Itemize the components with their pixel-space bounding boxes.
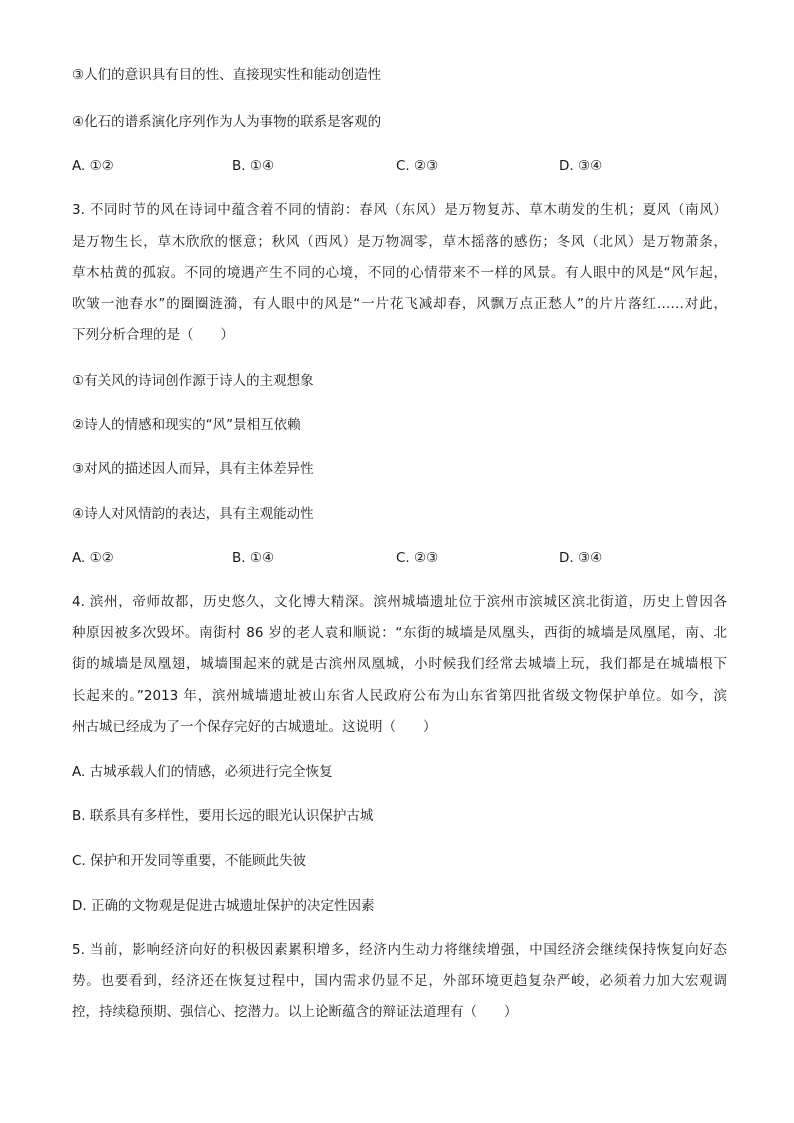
q4-stem-line: 街的城墙是凤凰翅，城墙围起来的就是古滨州凤凰城，小时候我们经常去城墙上玩，我们都是在城墙根下 [72,656,727,672]
q3-option-d[interactable]: D. ③④ [559,550,603,566]
q2-option-c[interactable]: C. ②③ [396,158,439,174]
q3-statement-1: ①有关风的诗词创作源于诗人的主观想象 [72,373,314,389]
q2-statement-4: ④化石的谱系演化序列作为人为事物的联系是客观的 [72,114,382,130]
q3-stem-line: 吹皱一池春水”的圈圈涟漪，有人眼中的风是“一片花飞减却春，风飘万点正愁人”的片片落红……对此， [72,296,727,312]
q2-statement-3: ③人们的意识具有目的性、直接现实性和能动创造性 [72,67,382,83]
q4-option-c[interactable]: C. 保护和开发同等重要，不能顾此失彼 [72,853,307,869]
q4-stem-line: 长起来的。”2013 年，滨州城墙遗址被山东省人民政府公布为山东省第四批省级文物保护单位。如今，滨 [72,688,727,704]
q2-options [72,157,727,175]
q4-option-a[interactable]: A. 古城承载人们的情感，必须进行完全恢复 [72,764,333,780]
q2-option-d[interactable]: D. ③④ [559,158,603,174]
q3-options [72,549,727,567]
q4-stem-line: 州古城已经成为了一个保存完好的古城遗址。这说明（ ） [72,719,437,735]
q5-stem-line: 控，持续稳预期、强信心、挖潜力。以上论断蕴含的辩证法道理有（ ） [72,1004,518,1020]
q5-stem-line: 势。也要看到，经济还在恢复过程中，国内需求仍显不足，外部环境更趋复杂严峻，必须着力加大宏观调 [72,973,727,989]
q3-stem-line: 草木枯黄的孤寂。不同的境遇产生不同的心境，不同的心情带来不一样的风景。有人眼中的风是“风乍起， [72,265,727,281]
q3-option-c[interactable]: C. ②③ [396,550,439,566]
q4-option-d[interactable]: D. 正确的文物观是促进古城遗址保护的决定性因素 [72,898,375,914]
q3-stem-line: 是万物生长，草木欣欣的惬意；秋风（西风）是万物凋零，草木摇落的感伤；冬风（北风）是万物萧条， [72,234,727,250]
q2-option-b[interactable]: B. ①④ [232,158,275,174]
q3-statement-4: ④诗人对风情韵的表达，具有主观能动性 [72,506,314,522]
q4-stem-line: 种原因被多次毁坏。南街村 86 岁的老人袁和顺说：“东街的城墙是凤凰头，西街的城墙是凤凰尾，南、北 [72,625,727,641]
q3-statement-3: ③对风的描述因人而异，具有主体差异性 [72,461,314,477]
q3-option-b[interactable]: B. ①④ [232,550,275,566]
q3-option-a[interactable]: A. ①② [72,550,114,566]
q3-stem-line: 下列分析合理的是（ ） [72,327,234,343]
q5-stem-line: 5. 当前，影响经济向好的积极因素累积增多，经济内生动力将继续增强，中国经济会继续保持恢复向好态 [72,942,727,958]
q4-option-b[interactable]: B. 联系具有多样性，要用长远的眼光认识保护古城 [72,808,374,824]
q4-stem-line: 4. 滨州，帝师故都，历史悠久，文化博大精深。滨州城墙遗址位于滨州市滨城区滨北街道，历史上曾因各 [72,594,727,610]
q3-stem-line: 3. 不同时节的风在诗词中蕴含着不同的情韵：春风（东风）是万物复苏、草木萌发的生机；夏风（南风） [72,202,727,218]
q3-statement-2: ②诗人的情感和现实的“风”景相互依赖 [72,417,301,433]
q2-option-a[interactable]: A. ①② [72,158,114,174]
